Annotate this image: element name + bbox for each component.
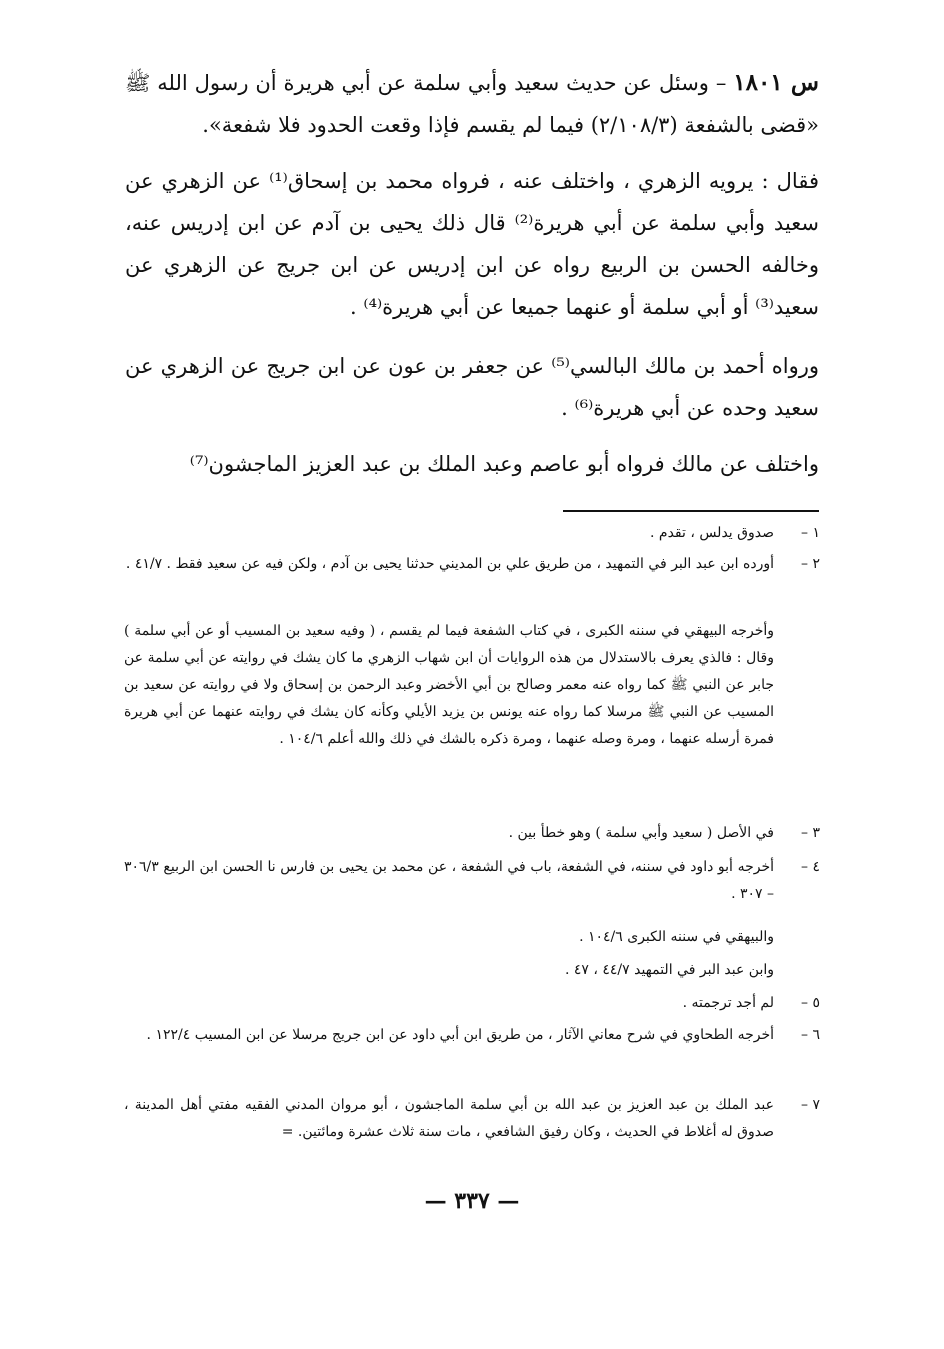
footnote-4-continuation — [124, 957, 820, 984]
footnote-text: عبد الملك بن عبد العزيز بن عبد الله بن أبي سلمة الماجشون ، أبو مروان المدني الفقيه مفتي أهل المدينة ، صدوق له أغلاط في الحديث ، وكان رفيق الشافعي ، مات سنة ثلاث عشرة ومائتين. = — [124, 1097, 774, 1140]
footnote-6 — [124, 1022, 820, 1049]
question-number: س ١٨٠١ — [733, 69, 819, 96]
footnote-text: وابن عبد البر في التمهيد ٤٤/٧ ، ٤٧ . — [564, 962, 774, 978]
footnote-text: وأخرجه البيهقي في سننه الكبرى ، في كتاب الشفعة فيما لم يقسم ، ( وفيه سعيد بن المسيب أو عن أبي سلمة ) وقال : فالذي يعرف بالاستدلال من هذه الروايات أن ابن شهاب الزهري ما كان يشك في روايته عن أبي سلمة عن جابر عن النبي ﷺ كما رواه عنه معمر وصالح بن أبي الأخضر وعبد الرحمن بن إسحاق ولا في روايته عن سعيد بن المسيب عن النبي ﷺ مرسلا كما رواه عنه يونس بن يزيد الأيلي وكأنه كان يشك في روايته عنهما عن أبي هريرة فمرة أرسله عنهما ، ومرة وصله عنهما ، ومرة ذكره بالشك في ذلك والله أعلم ١٠٤/٦ . — [124, 623, 774, 747]
footnote-5 — [124, 990, 820, 1017]
footnote-number: ٦ – — [801, 1027, 820, 1043]
footnote-4 — [124, 854, 820, 908]
footnote-4-continuation — [124, 924, 820, 951]
footnote-number: ٣ – — [801, 825, 820, 841]
footnote-text: صدوق يدلس ، تقدم . — [650, 525, 774, 541]
footnote-text: أخرجه الطحاوي في شرح معاني الآثار ، من طريق ابن أبي داود عن ابن جريج مرسلا عن ابن المسيب ١٢٢/٤ . — [146, 1027, 774, 1043]
footnote-text: لم أجد ترجمته . — [682, 995, 774, 1011]
footnote-3 — [124, 820, 820, 847]
footnote-2 — [124, 551, 820, 578]
footnote-2-continuation — [124, 618, 820, 753]
question-paragraph — [125, 62, 819, 146]
footnote-text: أخرجه أبو داود في سننه، في الشفعة، باب في الشفعة ، عن محمد بن يحيى بن فارس نا الحسن ابن الربيع ٣٠٦/٣ – ٣٠٧ . — [124, 859, 774, 902]
footnote-number: ٥ – — [801, 995, 820, 1011]
question-text: – وسئل عن حديث سعيد وأبي سلمة عن أبي هريرة أن رسول الله ﷺ «قضى بالشفعة (٢/١٠٨/٣) فيما لم يقسم فإذا وقعت الحدود فلا شفعة». — [125, 71, 819, 137]
footnote-divider — [563, 510, 819, 512]
footnote-text: والبيهقي في سننه الكبرى ١٠٤/٦ . — [579, 929, 774, 945]
footnote-number: ٢ – — [801, 556, 820, 572]
footnote-text: أورده ابن عبد البر في التمهيد ، من طريق علي بن المديني حدثنا يحيى بن آدم ، ولكن فيه عن سعيد فقط . ٤١/٧ . — [125, 556, 774, 572]
footnote-text: في الأصل ( سعيد وأبي سلمة ) وهو خطأ بين . — [508, 825, 774, 841]
answer-paragraph: فقال : يرويه الزهري ، واختلف عنه ، فرواه محمد بن إسحاق⁽¹⁾ عن الزهري عن سعيد وأبي سلمة عن أبي هريرة⁽²⁾ قال ذلك يحيى بن آدم عن ابن إدريس عنه، وخالفه الحسن بن الربيع رواه عن ابن إدريس عن ابن جريج عن الزهري عن سعيد⁽³⁾ أو أبي سلمة أو عنهما جميعا عن أبي هريرة⁽⁴⁾ . — [125, 169, 820, 319]
footnote-7 — [124, 1092, 820, 1146]
footnote-number: ٧ – — [801, 1097, 820, 1113]
footnote-1 — [124, 520, 820, 547]
page-number: — ٣٣٧ — — [424, 1188, 520, 1214]
footnote-number: ٤ – — [801, 859, 820, 875]
footnote-number: ١ – — [801, 525, 820, 541]
narration-paragraph: ورواه أحمد بن مالك البالسي⁽⁵⁾ عن جعفر بن عون عن ابن جريج عن الزهري عن سعيد وحده عن أبي هريرة⁽⁶⁾ . — [125, 354, 820, 420]
malik-paragraph: واختلف عن مالك فرواه أبو عاصم وعبد الملك بن عبد العزيز الماجشون⁽⁷⁾ — [189, 452, 819, 476]
